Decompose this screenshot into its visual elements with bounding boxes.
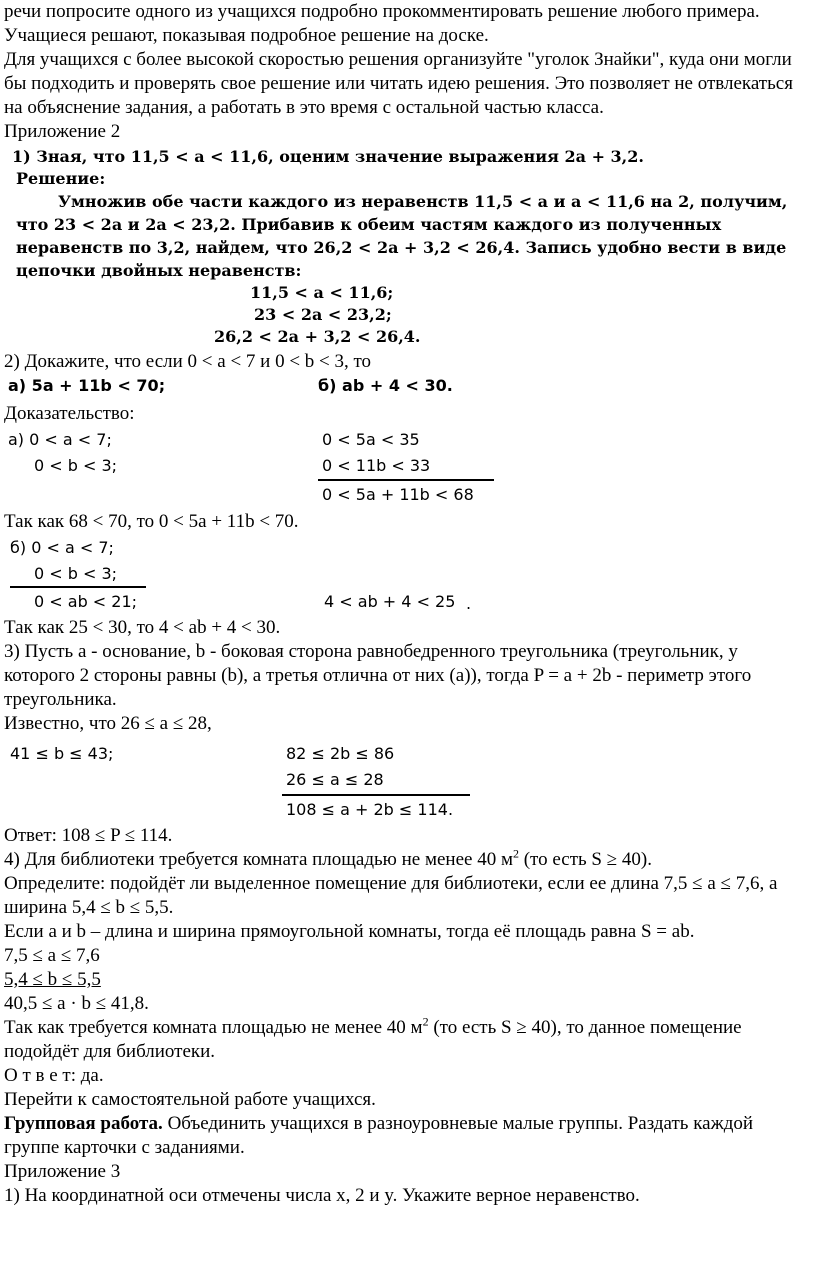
task4-statement-text: 4) Для библиотеки требуется комната площадью не менее 40 м <box>4 849 513 870</box>
task2-statement: 2) Докажите, что если 0 < a < 7 и 0 < b < 3, то <box>4 351 372 372</box>
task3-sum-line <box>282 794 470 796</box>
proof-a-right-line: 0 < 5a + 11b < 68 <box>322 485 474 504</box>
task2-proof-label: Доказательство: <box>4 403 135 424</box>
task3-solution <box>4 736 812 824</box>
task1-solution-text: Умножив обе части каждого из неравенств 11,5 < a и a < 11,6 на 2, получим, что 23 < 2a и 2a < 23,2. Прибавив к обеим частям каждого из полученных неравенств по 3,2, найдем, что 26,2 < 2a + 3,2 < 26,4. Запись удобно вести в виде цепочки двойных неравенств: <box>16 192 788 280</box>
task4-inequality-3: 40,5 ≤ a · b ≤ 41,8. <box>4 993 149 1014</box>
task4-answer: О т в е т: да. <box>4 1065 104 1086</box>
proof-b-right-line: 4 < ab + 4 < 25 <box>324 592 456 611</box>
self-work-instruction: Перейти к самостоятельной работе учащихся. <box>4 1089 376 1110</box>
appendix-2-heading: Приложение 2 <box>4 121 121 142</box>
task2-a-conclusion: Так как 68 < 70, то 0 < 5a + 11b < 70. <box>4 511 299 532</box>
group-work-text: Объединить учащихся в разноуровневые малые группы. Раздать каждой группе карточки с заданиями. <box>4 1113 754 1158</box>
task4-statement-tail: (то есть S ≥ 40). <box>518 849 652 870</box>
proof-a-sum-line <box>318 479 494 481</box>
proof-a-left-line: 0 < b < 3; <box>34 456 118 475</box>
appendix-3-heading: Приложение 3 <box>4 1161 121 1182</box>
task3-right-line: 108 ≤ a + 2b ≤ 114. <box>286 800 454 819</box>
task2-items <box>4 374 812 398</box>
appendix-3-task-1: 1) На координатной оси отмечены числа x, 2 и y. Укажите верное неравенство. <box>4 1185 640 1206</box>
task3-known: Известно, что 26 ≤ a ≤ 28, <box>4 713 212 734</box>
task1-chain-line: 23 < 2a < 23,2; <box>254 305 392 324</box>
proof-b-left-line: 0 < ab < 21; <box>34 592 138 611</box>
task4-inequality-1: 7,5 ≤ a ≤ 7,6 <box>4 945 100 966</box>
task1-solution-label: Решение: <box>16 169 106 188</box>
document-page <box>4 0 812 1208</box>
proof-a-right-line: 0 < 11b < 33 <box>322 456 431 475</box>
task3-right-line: 82 ≤ 2b ≤ 86 <box>286 744 395 763</box>
task4-conclusion <box>4 1016 812 1064</box>
proof-b-left-line: 0 < b < 3; <box>34 564 118 583</box>
task4-conclusion-text: Так как требуется комната площадью не менее 40 м <box>4 1017 423 1038</box>
task2-item-a: а) 5a + 11b < 70; <box>8 376 166 395</box>
proof-b-dot: . <box>466 594 472 613</box>
intro-paragraph-3: Для учащихся с более высокой скоростью решения организуйте "уголок Знайки", куда они могли бы подходить и проверять свое решение или читать идею решения. Это позволяет не отвлекаться на объяснение задания, а работать в это время с остальной частью класса. <box>4 49 793 118</box>
proof-a-left-line: а) 0 < a < 7; <box>8 430 112 449</box>
intro-paragraph-1: речи попросите одного из учащихся подробно прокомментировать решение любого примера. <box>4 1 760 22</box>
task4-definition: Если a и b – длина и ширина прямоугольной комнаты, тогда её площадь равна S = ab. <box>4 921 695 942</box>
task1-statement: 1) Зная, что 11,5 < a < 11,6, оценим значение выражения 2a + 3,2. <box>12 147 644 166</box>
group-work-title: Групповая работа. <box>4 1113 163 1134</box>
group-work-paragraph <box>4 1112 812 1160</box>
task2-item-b: б) ab + 4 < 30. <box>318 376 453 395</box>
task4-statement-sup: 2 <box>512 846 519 861</box>
task4-question: Определите: подойдёт ли выделенное помещение для библиотеки, если ее длина 7,5 ≤ a ≤ 7,6, а ширина 5,4 ≤ b ≤ 5,5. <box>4 873 778 918</box>
task4-conclusion-tail: (то есть S ≥ 40), то данное помещение подойдёт для библиотеки. <box>4 1017 742 1062</box>
task2-proof-a <box>4 426 812 508</box>
task1-chain-line: 26,2 < 2a + 3,2 < 26,4. <box>214 327 421 346</box>
task3-left-line: 41 ≤ b ≤ 43; <box>10 744 114 763</box>
task1-block <box>4 146 812 348</box>
proof-b-product-line <box>10 586 146 588</box>
proof-a-right-line: 0 < 5a < 35 <box>322 430 420 449</box>
task2-b-conclusion: Так как 25 < 30, то 4 < ab + 4 < 30. <box>4 617 281 638</box>
task3-right-line: 26 ≤ a ≤ 28 <box>286 770 384 789</box>
task3-answer: Ответ: 108 ≤ P ≤ 114. <box>4 825 173 846</box>
task2-proof-b <box>4 534 812 614</box>
task1-chain <box>4 282 812 348</box>
intro-paragraph-2: Учащиеся решают, показывая подробное решение на доске. <box>4 25 489 46</box>
task1-chain-line: 11,5 < a < 11,6; <box>250 283 394 302</box>
task4-inequality-2: 5,4 ≤ b ≤ 5,5 <box>4 969 101 990</box>
proof-b-left-line: б) 0 < a < 7; <box>10 538 114 557</box>
task4-conclusion-sup: 2 <box>422 1014 429 1029</box>
task4-statement <box>4 848 812 872</box>
task3-statement: 3) Пусть a - основание, b - боковая сторона равнобедренного треугольника (треугольник, у которого 2 стороны равны (b), а третья отлична от них (a)), тогда P = a + 2b - периметр этого треугольника. <box>4 641 752 710</box>
